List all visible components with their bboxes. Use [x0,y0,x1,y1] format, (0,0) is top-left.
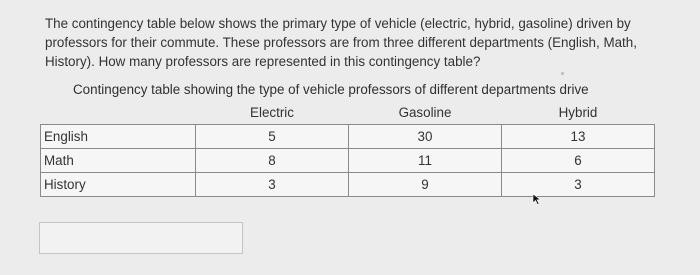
cell-english-electric: 5 [196,125,349,149]
table-caption: Contingency table showing the type of vehicle professors of different departments drive [73,82,589,97]
cell-history-electric: 3 [196,173,349,197]
column-header-gasoline: Gasoline [398,105,452,120]
table-row-english [41,125,655,149]
question-text: The contingency table below shows the primary type of vehicle (electric, hybrid, gasoline) driven by professors for their commute. These professors are from three different departments (English, Math, History). How many professors are represented in this contingency table? [45,16,637,69]
cell-english-gasoline: 30 [349,125,502,149]
cell-history-hybrid: 3 [502,173,655,197]
mouse-cursor-icon [532,193,542,205]
cell-english-hybrid: 13 [502,125,655,149]
contingency-table [40,101,655,197]
cell-history-gasoline: 9 [349,173,502,197]
row-label-history: History [41,173,196,197]
table-header-row [41,101,655,125]
column-header-hybrid: Hybrid [558,105,598,120]
table-row-math [41,149,655,173]
row-label-math: Math [41,149,196,173]
table-row-history [41,173,655,197]
cell-math-hybrid: 6 [502,149,655,173]
cell-math-electric: 8 [196,149,349,173]
answer-input[interactable] [39,222,243,254]
decorative-dot [561,72,564,75]
cell-math-gasoline: 11 [349,149,502,173]
row-label-english: English [41,125,196,149]
header-corner [41,101,196,125]
column-header-electric: Electric [250,105,294,120]
